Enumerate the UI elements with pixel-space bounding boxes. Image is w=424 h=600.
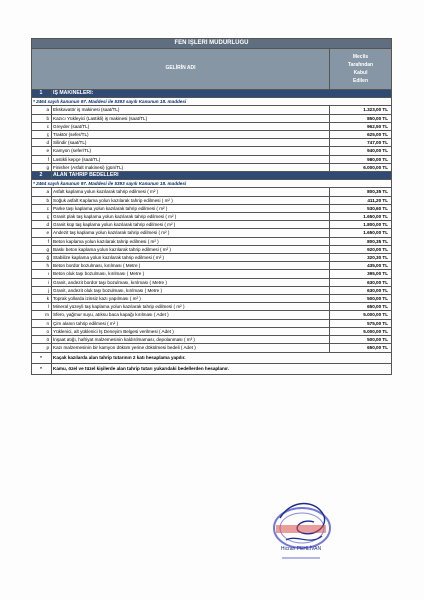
row-value: 650,00 TL	[330, 344, 392, 352]
table-row	[32, 106, 392, 114]
row-name: Parke taşı kaplama yolun kazılarak tahrip edilmesi ( m² )	[52, 204, 330, 212]
row-name: Kazıcı Yükleyici (Lastikli) iş makinesi (saat/TL)	[52, 114, 330, 122]
note-text: Kamu, özel ve tüzel kişilerde alan tahrip tutarı yukarıdaki bedellerden hesaplanır.	[52, 363, 392, 374]
row-letter: k	[32, 295, 52, 303]
section-title: İŞ MAKİNELERİ:	[52, 90, 392, 98]
table-row	[32, 139, 392, 147]
row-value: 575,00 TL	[330, 319, 392, 327]
row-value: 650,00 TL	[330, 303, 392, 311]
table-row	[32, 163, 392, 171]
table-row	[32, 155, 392, 163]
row-letter: b	[32, 114, 52, 122]
row-value: 500,00 TL	[330, 295, 392, 303]
note-row	[32, 352, 392, 363]
table-row	[32, 122, 392, 130]
meclis-line: Kabul	[353, 70, 368, 76]
row-name: Ekskavatör iş makinesi (saat/TL)	[52, 106, 330, 114]
table-row	[32, 336, 392, 344]
row-value: 1.800,00 TL	[330, 221, 392, 229]
section-number: 1	[32, 90, 52, 98]
table-row	[32, 344, 392, 352]
table-row	[32, 213, 392, 221]
page-title: FEN İŞLERİ MÜDÜRLÜĞÜ	[32, 39, 392, 49]
row-name: Andezit taş kaplama yolun kazılarak tahrip edilmesi ( m² )	[52, 229, 330, 237]
row-letter: c	[32, 122, 52, 130]
row-value: 5.000,00 TL	[330, 327, 392, 335]
row-letter: f	[32, 237, 52, 245]
row-value: 320,30 TL	[330, 254, 392, 262]
fee-table	[31, 38, 392, 375]
row-letter: i	[32, 278, 52, 286]
section-title: ALAN TAHRİP BEDELLERİ	[52, 172, 392, 180]
table-header-row	[32, 49, 392, 90]
row-value: 800,35 TL	[330, 188, 392, 196]
row-letter: ğ	[32, 254, 52, 262]
row-letter: h	[32, 262, 52, 270]
row-name: Granit plak taş kaplama yolun kazılarak tahrip edilmesi ( m² )	[52, 213, 330, 221]
row-name: Beton kaplama yolun kazılarak tahrip edilmesi ( m² )	[52, 237, 330, 245]
table-row	[32, 131, 392, 139]
row-letter: ç	[32, 213, 52, 221]
section-number: 2	[32, 172, 52, 180]
note-text: Kaçak kazılarda alan tahrip tutarının 2 katı hesaplama yapılır.	[52, 352, 392, 363]
row-name: Baskı beton kaplama yolun kazılarak tahrip edilmesi ( m² )	[52, 245, 330, 253]
row-letter: d	[32, 139, 52, 147]
row-name: Yüklenici, alt yüklenici İş Deneyim Belgesi verilmesi ( Adet )	[52, 327, 330, 335]
note-mark: *	[32, 352, 52, 363]
table-row	[32, 245, 392, 253]
row-letter: ö	[32, 336, 52, 344]
table-row	[32, 114, 392, 122]
table-row	[32, 311, 392, 319]
table-row	[32, 147, 392, 155]
row-value: 747,00 TL	[330, 139, 392, 147]
table-row	[32, 196, 392, 204]
row-name: Stabilize kaplama yolun kazılarak tahrip edilmesi ( m² )	[52, 254, 330, 262]
row-letter: n	[32, 319, 52, 327]
row-value: 5.000,00 TL	[330, 311, 392, 319]
table-row	[32, 188, 392, 196]
row-letter: ç	[32, 131, 52, 139]
table-row	[32, 237, 392, 245]
meclis-line: Meclis	[352, 54, 369, 60]
row-name: Silindir (saat/TL)	[52, 139, 330, 147]
table-row	[32, 295, 392, 303]
column-header-meclis	[330, 49, 392, 90]
row-value: 1.650,00 TL	[330, 229, 392, 237]
row-value: 530,60 TL	[330, 204, 392, 212]
meclis-line: Edilen	[353, 78, 369, 84]
row-name: Granit küp taş kaplama yolun kazılarak tahrip edilmesi ( m² )	[52, 221, 330, 229]
row-value: 395,00 TL	[330, 270, 392, 278]
law-reference-row	[32, 98, 392, 106]
row-letter: e	[32, 229, 52, 237]
row-value: 850,00 TL	[330, 114, 392, 122]
row-value: 920,00 TL	[330, 245, 392, 253]
row-value: 630,00 TL	[330, 278, 392, 286]
section-header-row	[32, 172, 392, 180]
table-row	[32, 262, 392, 270]
row-value: 980,00 TL	[330, 155, 392, 163]
table-row	[32, 327, 392, 335]
row-letter: g	[32, 163, 52, 171]
row-name: Mineral yüzeyli taş kaplama yolun kazılarak tahrip edilmesi ( m² )	[52, 303, 330, 311]
column-header-name: GELİRİN ADI	[32, 49, 330, 90]
note-mark: *	[32, 363, 52, 374]
row-name: Beton bordür bozulması, kırılması ( Metre )	[52, 262, 330, 270]
stamp-name: Hicran PEHLİVAN	[280, 546, 322, 552]
row-letter: p	[32, 344, 52, 352]
note-row	[32, 363, 392, 374]
row-letter: a	[32, 106, 52, 114]
table-row	[32, 254, 392, 262]
row-letter: ı	[32, 270, 52, 278]
table-row	[32, 303, 392, 311]
table-title-row	[32, 39, 392, 49]
row-value: 6.000,00 TL	[330, 163, 392, 171]
row-name: Lastikli kepçe (saat/TL)	[52, 155, 330, 163]
law-reference-row	[32, 180, 392, 188]
row-letter: d	[32, 221, 52, 229]
row-name: Çim alanın tahrip edilmesi ( m² )	[52, 319, 330, 327]
row-value: 435,00 TL	[330, 262, 392, 270]
table-row	[32, 204, 392, 212]
row-letter: b	[32, 196, 52, 204]
row-letter: g	[32, 245, 52, 253]
table-row	[32, 278, 392, 286]
row-value: 800,35 TL	[330, 237, 392, 245]
official-stamp	[262, 488, 340, 570]
row-value: 625,00 TL	[330, 131, 392, 139]
row-name: İnşaat atığı, hafriyat malzemesinin kaldırılmaması, depolanması ( m³ )	[52, 336, 330, 344]
row-name: Beton oluk taşı bozulması, kırılması ( Metre )	[52, 270, 330, 278]
row-value: 962,50 TL	[330, 122, 392, 130]
row-name: Kazı malzemesinin bir kamyon döküm yerine dökülmesi bedeli ( Adet )	[52, 344, 330, 352]
row-name: Finisher (Asfalt makinesi) (gün/TL)	[52, 163, 330, 171]
row-letter: c	[32, 204, 52, 212]
row-name: Toprak yollarda izinsiz kazı yapılması ( m² )	[52, 295, 330, 303]
row-name: Asfalt kaplama yolun kazılarak tahrip edilmesi ( m² )	[52, 188, 330, 196]
section-header-row	[32, 90, 392, 98]
row-name: Soğuk asfalt Kaplama yolun kazılarak tahrip edilmesi ( m² )	[52, 196, 330, 204]
row-value: 630,00 TL	[330, 286, 392, 294]
row-letter: e	[32, 147, 52, 155]
row-letter: o	[32, 327, 52, 335]
row-letter: m	[32, 311, 52, 319]
law-reference: * 2464 sayılı kanunun 97. Maddesi ile 5393 sayılı Kanunun 18. maddesi	[32, 98, 392, 106]
meclis-line: Tarafından	[347, 62, 374, 68]
table-row	[32, 229, 392, 237]
row-value: 1.323,00 TL	[330, 106, 392, 114]
row-name: Granit, andezit oluk taşı bozulması, kırılması ( Metre )	[52, 286, 330, 294]
row-name: Sfero, yağmur suyu, atıksu baca kapağı kırılması ( Adet )	[52, 311, 330, 319]
row-value: 500,00 TL	[330, 336, 392, 344]
table-row	[32, 286, 392, 294]
law-reference: * 2464 sayılı kanunun 97. Maddesi ile 5393 sayılı Kanunun 18. maddesi	[32, 180, 392, 188]
row-name: Greyder (saat/TL)	[52, 122, 330, 130]
row-letter: a	[32, 188, 52, 196]
row-letter: f	[32, 155, 52, 163]
row-name: Traktör (sefer/TL)	[52, 131, 330, 139]
row-name: Kamyon (sefer/TL)	[52, 147, 330, 155]
row-value: 1.650,00 TL	[330, 213, 392, 221]
row-letter: l	[32, 303, 52, 311]
row-name: Granit, andezit bordür taşı bozulması, kırılması ( Metre )	[52, 278, 330, 286]
table-row	[32, 270, 392, 278]
table-row	[32, 221, 392, 229]
row-value: 940,00 TL	[330, 147, 392, 155]
row-letter: j	[32, 286, 52, 294]
row-value: 411,20 TL	[330, 196, 392, 204]
table-row	[32, 319, 392, 327]
